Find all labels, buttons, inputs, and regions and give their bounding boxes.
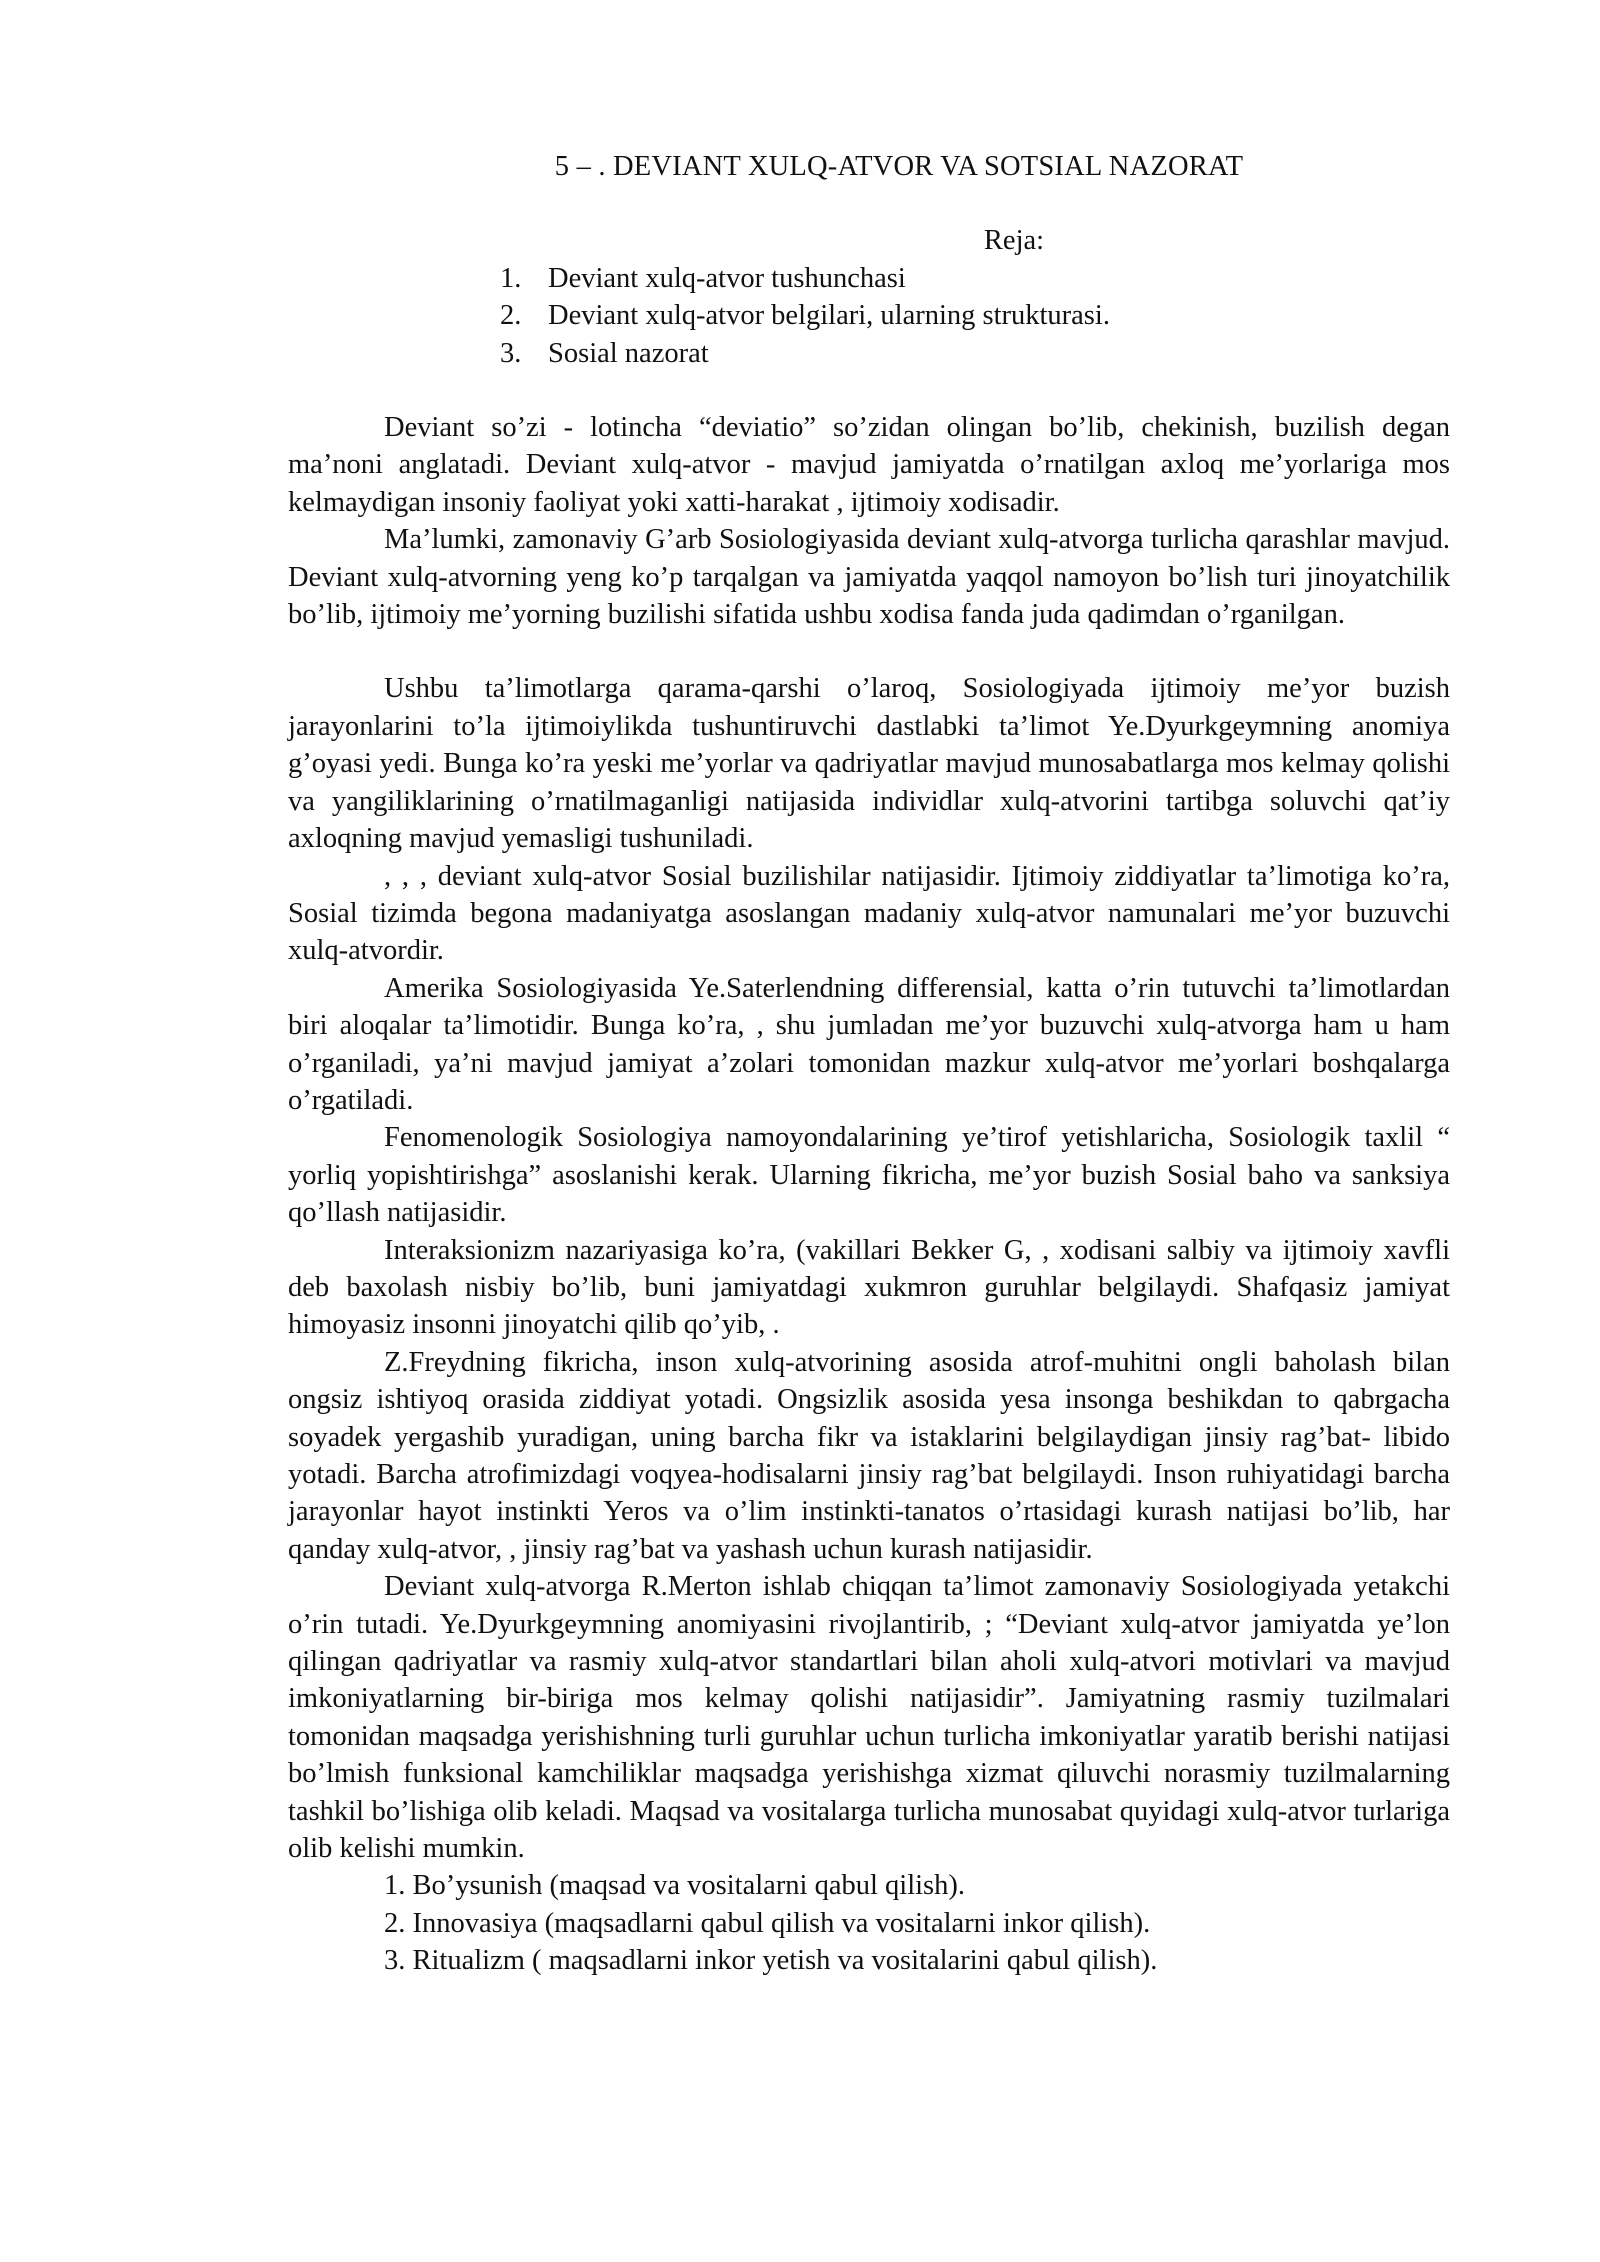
plan-item xyxy=(500,297,1450,334)
paragraph: Ma’lumki, zamonaviy G’arb Sosiologiyasida deviant xulq-atvorga turlicha qarashlar mavjud. Deviant xulq-atvorning yeng ko’p tarqalgan va jamiyatda yaqqol namoyon bo’lish turi jinoyatchilik bo’lib, ijtimoiy me’yorning buzilishi sifatida ushbu xodisa fanda juda qadimdan o’rganilgan. xyxy=(288,524,1450,631)
plan-item xyxy=(500,335,1450,372)
plan-heading: Reja: xyxy=(983,225,1045,257)
plan-item-text: Deviant xulq-atvor tushunchasi xyxy=(548,262,906,294)
paragraph: Deviant xulq-atvorga R.Merton ishlab chiqqan ta’limot zamonaviy Sosiologiyada yetakchi o’rin tutadi. Ye.Dyurkgeymning anomiyasini rivojlantirib, ; “Deviant xulq-atvor jamiyatda ye’lon qilingan qadriyatlar va rasmiy xulq-atvor standartlari bilan aholi xulq-atvori motivlari va mavjud imkoniyatlarning bir-biriga mos kelmay qolishi natijasidir”. Jamiyatning rasmiy tuzilmalari tomonidan maqsadga yerishishning turli guruhlar uchun turlicha imkoniyatlar yaratib berishi natijasi bo’lmish funksional kamchiliklar maqsadga yerishishga xizmat qiluvchi norasmiy tuzilmalarning tashkil bo’lishiga olib keladi. Maqsad va vositalarga turlicha munosabat quyidagi xulq-atvor turlariga olib kelishi mumkin. xyxy=(288,1571,1450,1865)
paragraph: Ushbu ta’limotlarga qarama-qarshi o’laroq, Sosiologiyada ijtimoiy me’yor buzish jarayonlarini to’la ijtimoiylikda tushuntiruvchi dastlabki ta’limot Ye.Dyurkgeymning anomiya g’oyasi yedi. Bunga ko’ra yeski me’yorlar va qadriyatlar mavjud munosabatlarga mos kelmay qolishi va yangiliklarining o’rnatilmaganligi natijasida individlar xulq-atvorini tartibga soluvchi qat’iy axloqning mavjud yemasligi tushuniladi. xyxy=(288,673,1450,855)
document-title: 5 – . DEVIANT XULQ-ATVOR VA SOTSIAL NAZORAT xyxy=(554,151,1244,182)
document-page xyxy=(288,148,1450,1980)
plan-item xyxy=(500,260,1450,297)
paragraph: Z.Freydning fikricha, inson xulq-atvorining asosida atrof-muhitni ongli baholash bilan ongsiz ishtiyoq orasida ziddiyat yotadi. Ongsizlik asosida yesa insonga beshikdan to qabrgacha soyadek yergashib yuradigan, uning barcha fikr va istaklarini belgilaydigan jinsiy rag’bat- libido yotadi. Barcha atrofimizdagi voqyea-hodisalarni jinsiy rag’bat belgilaydi. Inson ruhiyatidagi barcha jarayonlar hayot instinkti Yeros va o’lim instinkti-tanatos o’rtasidagi kurash natijasi bo’lib, har qanday xulq-atvor, , jinsiy rag’bat va yashash uchun kurash natijasidir. xyxy=(288,1346,1450,1565)
paragraph: Fenomenologik Sosiologiya namoyondalarining ye’tirof yetishlaricha, Sosiologik taxlil “ yorliq yopishtirishga” asoslanishi kerak. Ularning fikricha, me’yor buzish Sosial baho va sanksiya qo’llash natijasidir. xyxy=(288,1122,1450,1229)
behavior-type-item: 1. Bo’ysunish (maqsad va vositalarni qabul qilish). xyxy=(384,1870,966,1902)
plan-item-number: 1. xyxy=(500,262,522,294)
paragraph: Amerika Sosiologiyasida Ye.Saterlendning differensial, katta o’rin tutuvchi ta’limotlardan biri aloqalar ta’limotidir. Bunga ko’ra, , shu jumladan me’yor buzuvchi xulq-atvorga ham u ham o’rganiladi, ya’ni mavjud jamiyat a’zolari tomonidan mazkur xulq-atvor me’yorlari boshqalarga o’rgatiladi. xyxy=(288,972,1450,1116)
plan-list xyxy=(288,260,1450,372)
behavior-type-item: 3. Ritualizm ( maqsadlarni inkor yetish va vositalarini qabul qilish). xyxy=(384,1945,1158,1977)
behavior-types-list xyxy=(288,1867,1450,1979)
paragraph: Interaksionizm nazariyasiga ko’ra, (vakillari Bekker G, , xodisani salbiy va ijtimoiy xavfli deb baxolash nisbiy bo’lib, buni jamiyatdagi xukmron guruhlar belgilaydi. Shafqasiz jamiyat himoyasiz insonni jinoyatchi qilib qo’yib, . xyxy=(288,1234,1450,1341)
plan-item-text: Sosial nazorat xyxy=(548,337,709,369)
behavior-type-item: 2. Innovasiya (maqsadlarni qabul qilish va vositalarni inkor qilish). xyxy=(384,1907,1151,1939)
paragraph: , , , deviant xulq-atvor Sosial buzilishilar natijasidir. Ijtimoiy ziddiyatlar ta’limotiga ko’ra, Sosial tizimda begona madaniyatga asoslangan madaniy xulq-atvor namunalari me’yor buzuvchi xulq-atvordir. xyxy=(288,860,1450,967)
plan-item-text: Deviant xulq-atvor belgilari, ularning strukturasi. xyxy=(548,300,1110,332)
paragraph: Deviant so’zi - lotincha “deviatio” so’zidan olingan bo’lib, chekinish, buzilish degan ma’noni anglatadi. Deviant xulq-atvor - mavjud jamiyatda o’rnatilgan axloq me’yorlariga mos kelmaydigan insoniy faoliyat yoki xatti-harakat , ijtimoiy xodisadir. xyxy=(288,412,1450,518)
plan-item-number: 3. xyxy=(500,337,522,369)
plan-item-number: 2. xyxy=(500,300,522,332)
